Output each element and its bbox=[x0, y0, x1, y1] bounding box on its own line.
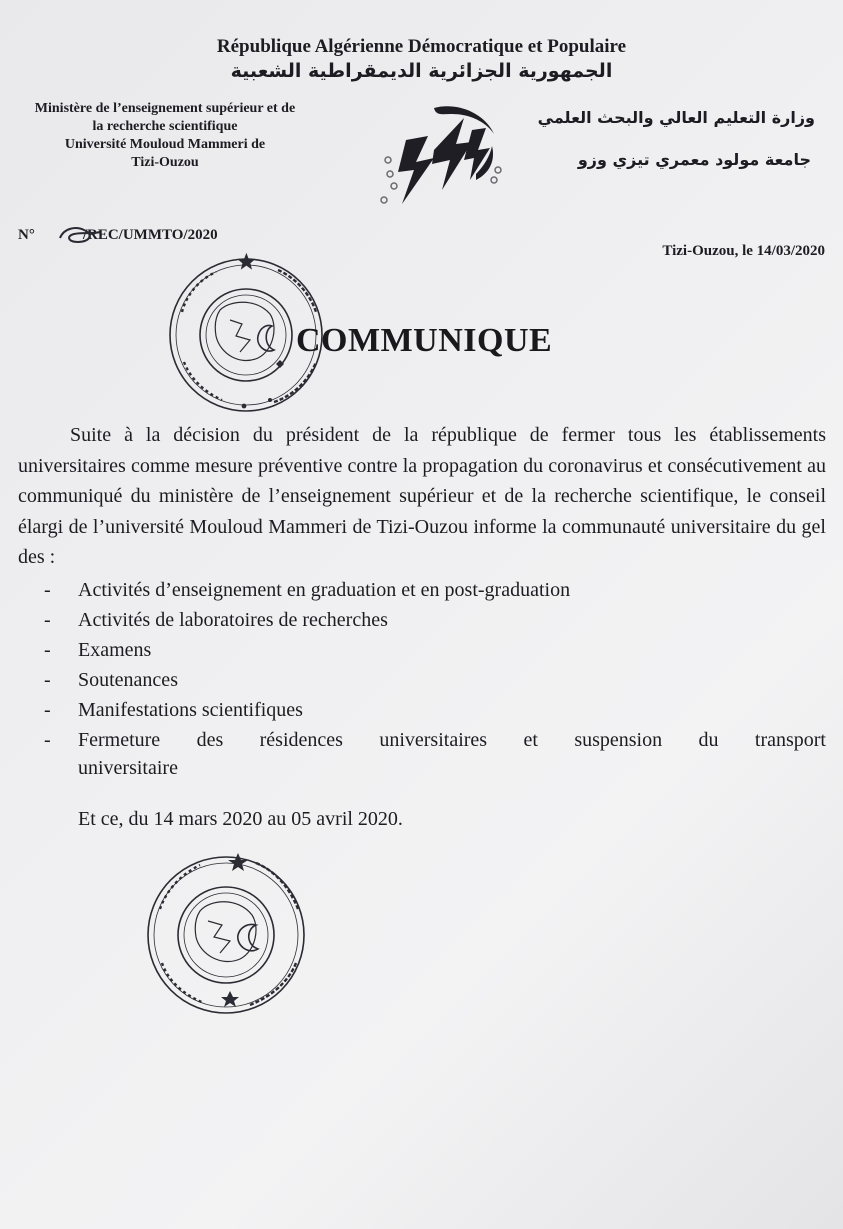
official-stamp-icon bbox=[140, 845, 312, 1020]
list-marker: - bbox=[44, 609, 51, 631]
list-marker: - bbox=[44, 669, 51, 691]
reference-prefix: N° bbox=[18, 227, 35, 243]
header-republic-ar: الجمهورية الجزائرية الديمقراطية الشعبية bbox=[230, 60, 613, 82]
list-item: - Soutenances bbox=[44, 666, 826, 694]
ministry-ar: وزارة التعليم العالي والبحث العلمي bbox=[537, 108, 815, 127]
signature-scribble-icon bbox=[54, 222, 104, 246]
ministry-line-1: Ministère de l’enseignement supérieur et de bbox=[34, 101, 296, 116]
list-marker: - bbox=[44, 639, 51, 661]
list-marker: - bbox=[44, 579, 51, 601]
university-logo-icon bbox=[376, 100, 506, 212]
body-paragraph bbox=[18, 420, 826, 573]
university-line-2: Tizi-Ouzou bbox=[131, 155, 199, 170]
university-line-1: Université Mouloud Mammeri de bbox=[64, 137, 266, 152]
list-item: - Fermeture des résidences universitaires et suspension du transport universitaire bbox=[44, 726, 826, 782]
institution-fr-block bbox=[0, 100, 330, 172]
body-paragraph-text: Suite à la décision du président de la république de fermer tous les établissements universitaires comme mesure préventive contre la propagation du coronavirus et consécutivement au communiqué du ministère de l’enseignement supérieur et de la recherche scientifique, le conseil élargi de l’université Mouloud Mammeri de Tizi-Ouzou informe la communauté universitaire du gel des : bbox=[18, 424, 826, 568]
reference-code: /REC/UMMTO/2020 bbox=[82, 227, 218, 243]
ministry-line-2: la recherche scientifique bbox=[92, 119, 238, 134]
list-marker: - bbox=[44, 729, 51, 751]
list-marker: - bbox=[44, 699, 51, 721]
list-item: - Activités d’enseignement en graduation et en post-graduation bbox=[44, 576, 826, 604]
header-republic-fr: République Algérienne Démocratique et Populaire bbox=[216, 36, 627, 57]
place-date: Tizi-Ouzou, le 14/03/2020 bbox=[662, 243, 825, 259]
list-item: - Manifestations scientifiques bbox=[44, 696, 826, 724]
document-title: COMMUNIQUE bbox=[296, 322, 553, 359]
list-item: - Activités de laboratoires de recherches bbox=[44, 606, 826, 634]
suspension-list bbox=[44, 576, 826, 784]
list-item: - Examens bbox=[44, 636, 826, 664]
closing-dates: Et ce, du 14 mars 2020 au 05 avril 2020. bbox=[78, 808, 403, 830]
reference-number bbox=[18, 227, 218, 244]
university-ar: جامعة مولود معمري تيزي وزو bbox=[577, 150, 811, 169]
